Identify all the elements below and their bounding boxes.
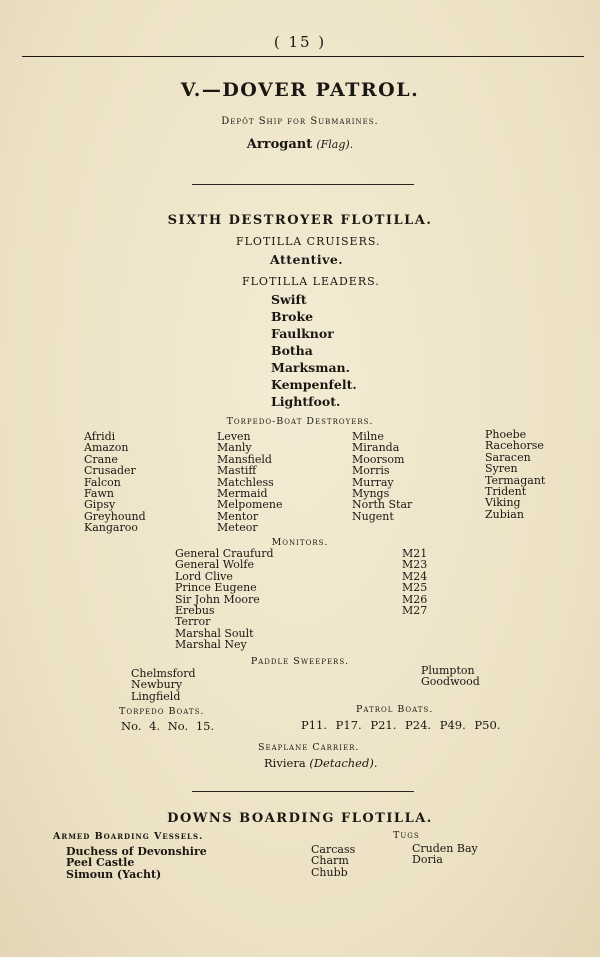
sweeper-item: Goodwood (421, 675, 480, 689)
tug-item: Chubb (311, 865, 348, 879)
section-divider-2 (192, 791, 414, 792)
tbd-item: Murray (352, 475, 394, 489)
tbd-item: Racehorse (485, 439, 544, 453)
tug-item: Charm (311, 854, 349, 868)
tbd-column-3 (352, 431, 412, 522)
tbd-item: North Star (352, 498, 413, 512)
monitor-item: Erebus (175, 604, 215, 618)
tbd-item: Viking (485, 496, 521, 510)
page-number: ( 15 ) (273, 33, 327, 51)
leader-item: Kempenfelt. (271, 377, 357, 392)
tbd-item: Milne (352, 430, 384, 443)
tbd-column-2 (217, 431, 283, 534)
section-divider (192, 184, 414, 185)
sweeper-item: Chelmsford (131, 667, 196, 680)
monitor-item: Lord Clive (175, 569, 233, 583)
tbd-item: Greyhound (84, 509, 146, 523)
seaplane-line (264, 756, 377, 770)
monitor-item: General Craufurd (175, 547, 274, 560)
tbd-item: Matchless (217, 475, 274, 489)
patrol-boats: P11. P17. P21. P24. P49. P50. (301, 718, 501, 732)
tbd-item: Mastiff (217, 464, 257, 478)
tugs-label: Tugs (393, 830, 420, 841)
tbd-item: Nugent (352, 509, 394, 523)
sweeper-item: Newbury (131, 678, 183, 692)
seaplane-carrier: Riviera (264, 756, 306, 770)
patrol-boats-label: Patrol Boats. (356, 704, 434, 715)
tbd-item: Myngs (352, 487, 390, 501)
tbd-item: Morris (352, 464, 390, 478)
seaplane-note: (Detached). (309, 756, 378, 770)
header-rule (22, 56, 584, 57)
tbd-item: Crane (84, 452, 118, 466)
leader-item: Botha (271, 343, 313, 358)
tbd-item: Phoebe (485, 428, 527, 441)
torpedo-boats: No. 4. No. 15. (121, 719, 215, 733)
monitor-item: General Wolfe (175, 558, 255, 572)
abv-item: Duchess of Devonshire (66, 845, 207, 858)
monitor-item: Marshal Soult (175, 626, 254, 640)
tbd-item: Manly (217, 441, 252, 455)
leaders-label: FLOTILLA LEADERS. (242, 275, 380, 288)
tug-item: Doria (412, 853, 443, 867)
sweepers-label: Paddle Sweepers. (250, 656, 350, 667)
tugs-column-1 (311, 844, 355, 878)
abv-item: Simoun (Yacht) (66, 867, 162, 881)
tbd-item: Trident (485, 485, 527, 499)
monitor-number: M23 (402, 558, 428, 572)
monitors-numbers (402, 548, 427, 616)
depot-ship-note: (Flag). (316, 138, 354, 151)
sweepers-left (131, 668, 196, 702)
depot-ship-line (0, 137, 600, 152)
tbd-item: Gipsy (84, 498, 116, 512)
leader-item: Faulknor (271, 326, 334, 341)
tbd-item: Meteor (217, 521, 258, 535)
tbd-item: Mermaid (217, 487, 268, 501)
abv-list (66, 846, 207, 880)
tbd-item: Melpomene (217, 498, 283, 512)
tbd-label: Torpedo-Boat Destroyers. (226, 416, 374, 427)
seaplane-label: Seaplane Carrier. (258, 742, 360, 753)
sweepers-right (421, 665, 480, 688)
tug-item: Carcass (311, 843, 356, 856)
tbd-item: Leven (217, 430, 251, 443)
sweeper-item: Plumpton (421, 664, 475, 677)
tbd-column-1 (84, 431, 146, 534)
sweeper-item: Lingfield (131, 689, 181, 703)
monitors-names (175, 548, 274, 651)
tbd-item: Kangaroo (84, 521, 138, 535)
leader-item: Broke (271, 309, 314, 324)
abv-item: Peel Castle (66, 856, 135, 870)
tbd-item: Syren (485, 462, 518, 476)
monitor-number: M21 (402, 547, 428, 560)
tbd-item: Zubian (485, 507, 524, 521)
tbd-item: Miranda (352, 441, 400, 455)
tbd-item: Mansfield (217, 452, 272, 466)
cruiser-attentive: Attentive. (270, 252, 344, 267)
cruisers-label: FLOTILLA CRUISERS. (236, 235, 381, 248)
tbd-item: Termagant (485, 473, 546, 487)
tbd-item: Saracen (485, 450, 531, 464)
tbd-item: Crusader (84, 464, 136, 478)
tbd-column-4 (485, 429, 545, 520)
depot-ship: Arrogant (246, 137, 313, 152)
tugs-column-2 (412, 843, 478, 866)
monitors-label: Monitors. (271, 537, 329, 548)
tbd-item: Moorsom (352, 452, 405, 466)
tug-item: Cruden Bay (412, 842, 478, 855)
monitor-item: Marshal Ney (175, 638, 247, 652)
torpedo-boats-label: Torpedo Boats. (119, 706, 205, 717)
monitor-number: M24 (402, 569, 428, 583)
page-title: V.—DOVER PATROL. (180, 79, 420, 101)
tbd-item: Mentor (217, 509, 259, 523)
monitor-number: M27 (402, 604, 428, 618)
tbd-item: Fawn (84, 487, 114, 501)
leader-item: Swift (271, 292, 307, 307)
leader-item: Marksman. (271, 360, 350, 375)
leader-item: Lightfoot. (271, 394, 341, 409)
abv-label: Armed Boarding Vessels. (53, 831, 204, 842)
monitor-number: M25 (402, 581, 428, 595)
monitor-item: Sir John Moore (175, 592, 260, 606)
tbd-item: Amazon (84, 441, 129, 455)
sixth-flotilla-title: SIXTH DESTROYER FLOTILLA. (167, 213, 433, 228)
monitor-item: Prince Eugene (175, 581, 257, 595)
downs-flotilla-title: DOWNS BOARDING FLOTILLA. (167, 811, 433, 826)
monitor-item: Terror (175, 615, 211, 629)
tbd-item: Afridi (84, 430, 116, 443)
monitor-number: M26 (402, 592, 428, 606)
tbd-item: Falcon (84, 475, 121, 489)
leaders-list (271, 291, 357, 410)
depot-label: Depôt Ship for Submarines. (221, 116, 379, 127)
